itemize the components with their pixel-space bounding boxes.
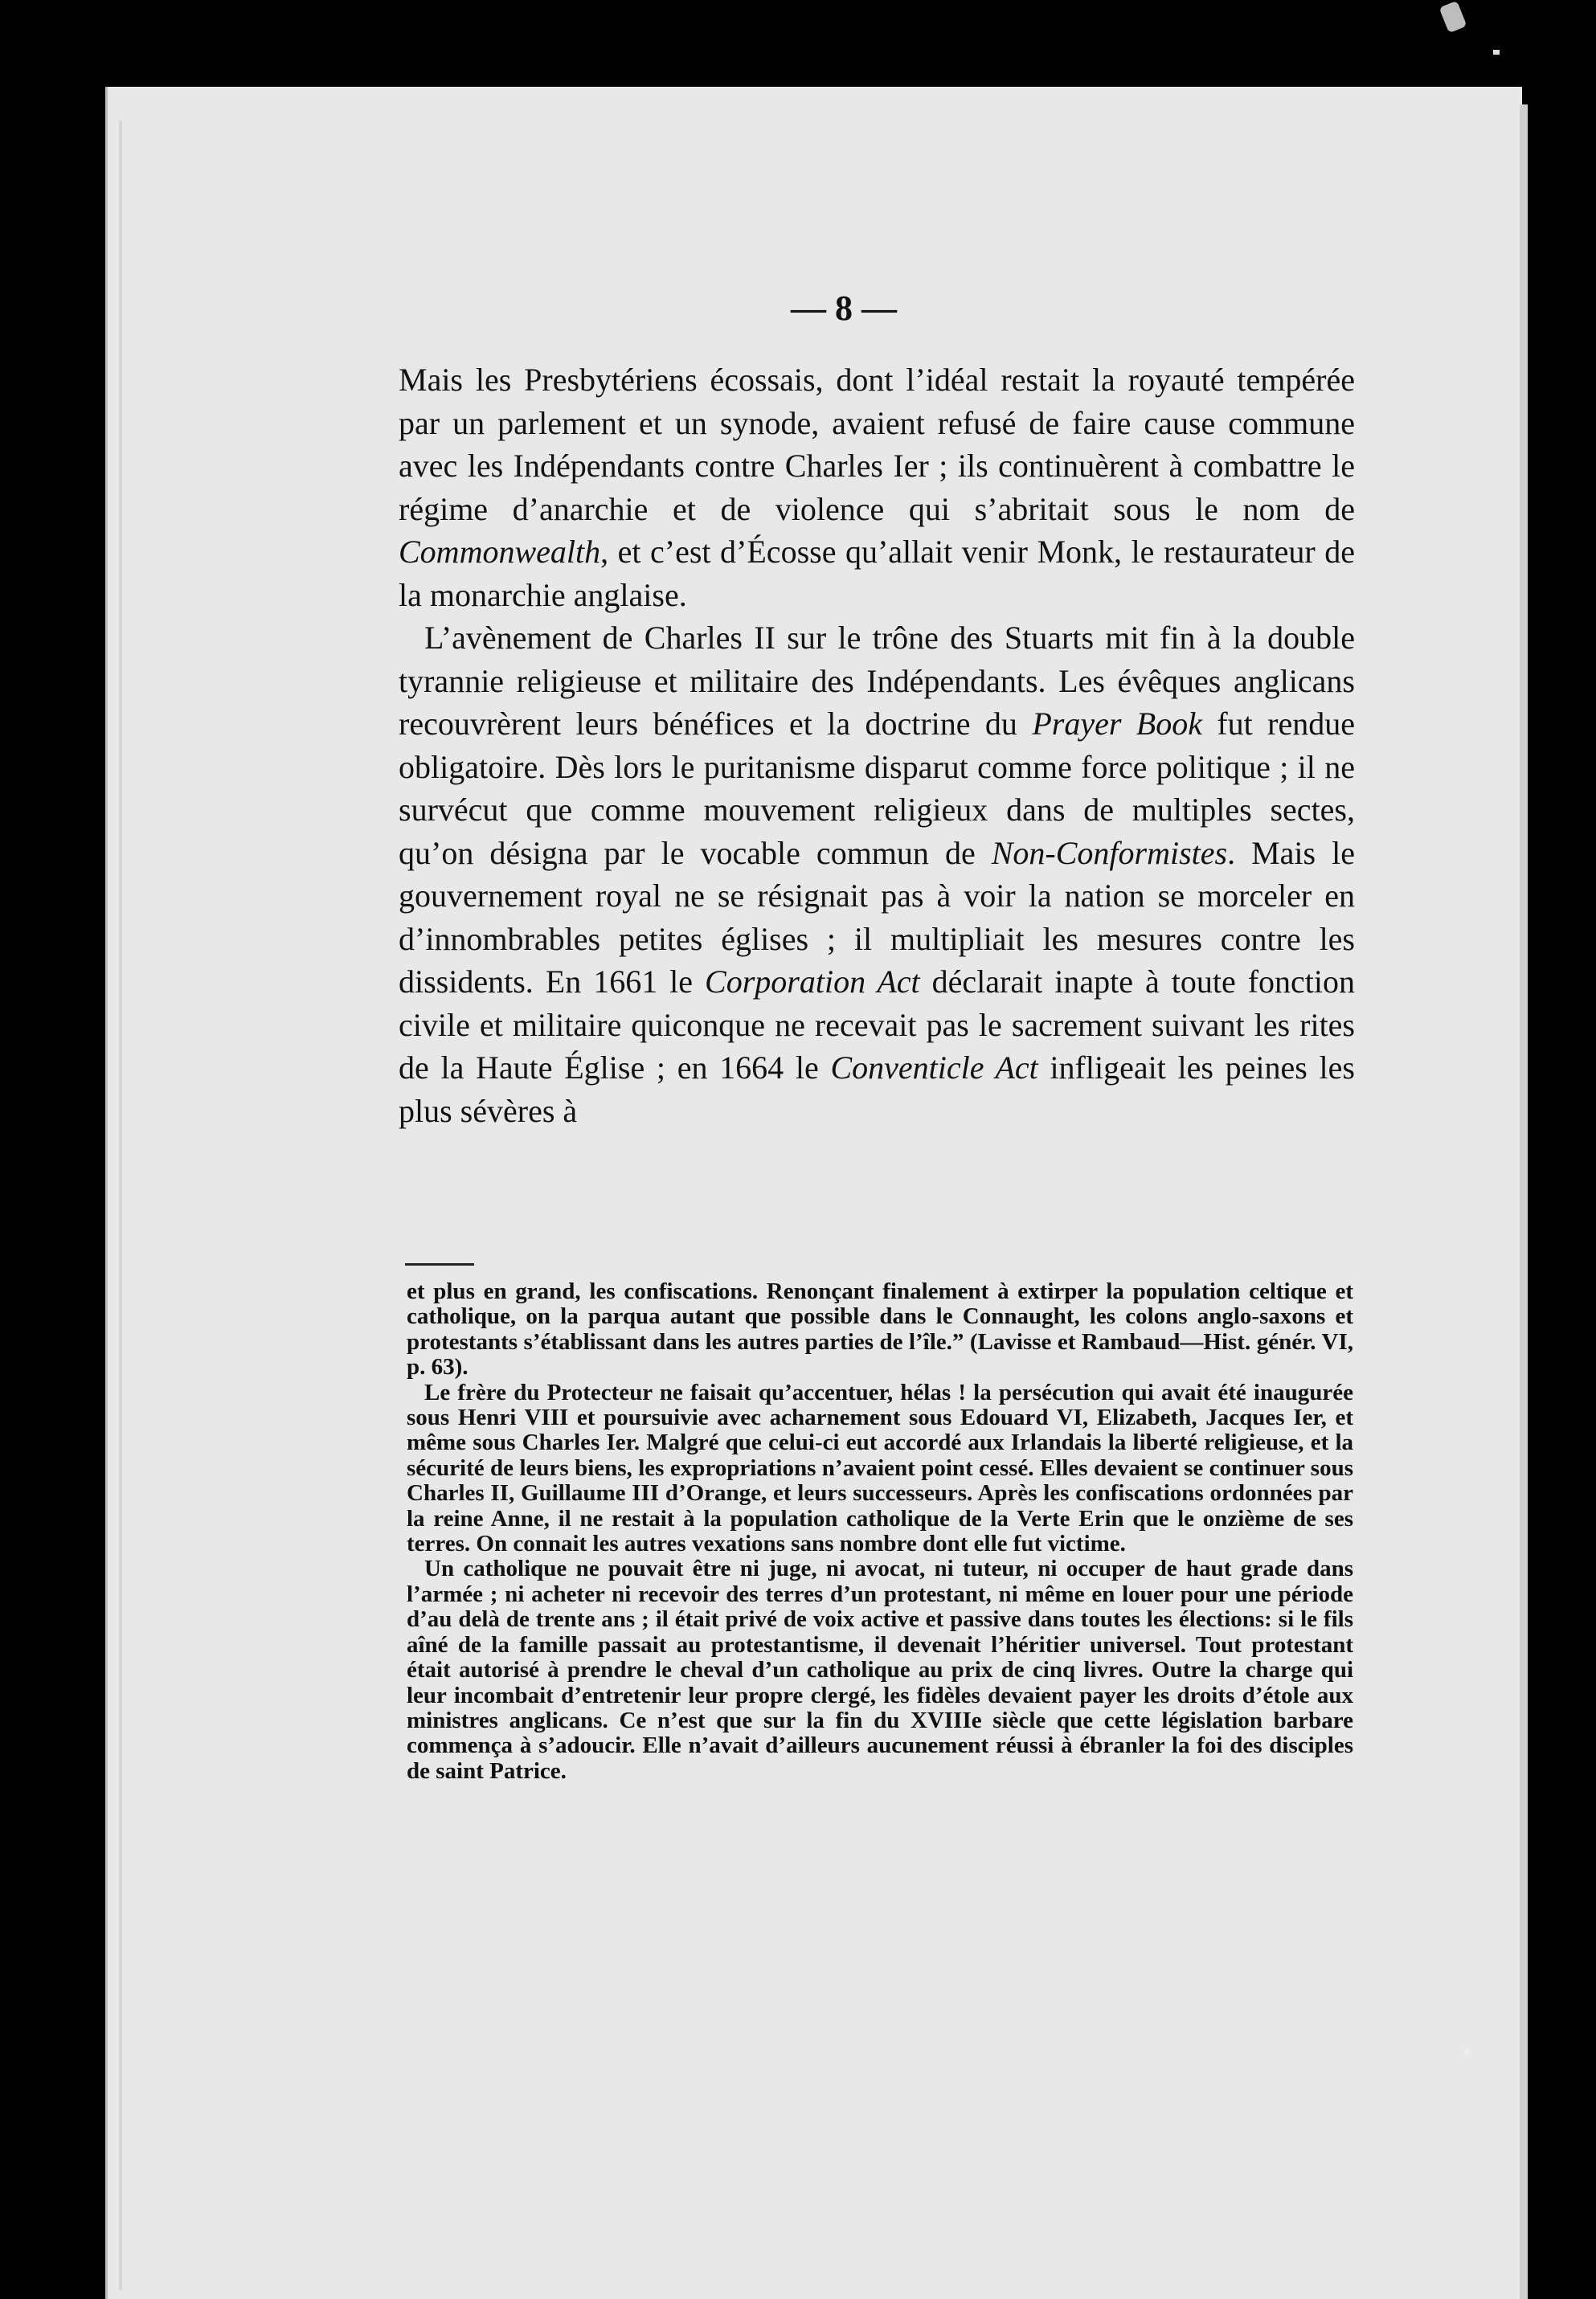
text-run: , et c’est d’Écosse qu’allait venir Monk, le restaurateur de la monarchie anglaise.: [399, 534, 1355, 613]
text-run: Mais les Presbytériens écossais, dont l’idéal restait la royauté tempérée par un parlement et un synode, avaient refusé de faire cause commune avec les Indépendants contre Charles Ier ; ils continuèrent à combattre le régime d’anarchie et de violence qui s’abritait sous le nom de: [399, 362, 1355, 527]
footnote-paragraph: Le frère du Protecteur ne faisait qu’accentuer, hélas ! la persécution qui avait été inaugurée sous Henri VIII et poursuivie avec acharnement sous Edouard VI, Elizabeth, Jacques Ier, et même sous Charles Ier. Malgré que celui-ci eut accordé aux Irlandais la liberté religieuse, et la sécurité de leurs biens, les expropriations n’avaient point cessé. Elles devaient se continuer sous Charles II, Guillaume III d’Orange, et leurs successeurs. Après les confiscations ordonnées par la reine Anne, il ne restait à la population catholique de la Verte Erin que le onzième de ses terres. On connait les autres vexations sans nombre dont elle fut victime.: [407, 1379, 1353, 1557]
footnotes: [407, 1279, 1353, 1784]
italic-term: Conventicle Act: [830, 1049, 1038, 1086]
scan-artifact: [1493, 50, 1500, 55]
body-paragraph: [399, 616, 1355, 1132]
footnote-separator: [405, 1263, 474, 1266]
italic-term: Non-Conformistes: [991, 834, 1228, 871]
footnote-paragraph: et plus en grand, les confiscations. Renonçant finalement à extirper la population celtique et catholique, on la parqua autant que possible dans le Connaught, les colons anglo-saxons et protestants s’établissant dans les autres parties de l’île.” (Lavisse et Rambaud—Hist. génér. VI, p. 63).: [407, 1278, 1353, 1381]
footnote-paragraph: Un catholique ne pouvait être ni juge, ni avocat, ni tuteur, ni occuper de haut grade dans l’armée ; ni acheter ni recevoir des terres d’un protestant, ni même en louer pour une période d’au delà de trente ans ; il était privé de voix active et passive dans toutes les élections: si le fils aîné de la famille passait au protestantisme, il devenait l’héritier universel. Tout protestant était autorisé à prendre le cheval d’un catholique au prix de cinq livres. Outre la charge qui leur incombait d’entretenir leur propre clergé, les fidèles devaient payer les droits d’étole aux ministres anglicans. Ce n’est que sur la fin du XVIIIe siècle que cette législation barbare commença à s’adoucir. Elle n’avait d’ailleurs aucunement réussi à ébranler la foi des disciples de saint Patrice.: [407, 1556, 1353, 1784]
italic-term: Prayer Book: [1032, 706, 1202, 742]
text-run: infligeait les peines les plus sévères à: [399, 1049, 1355, 1129]
text-run: fut rendue obligatoire. Dès lors le puritanisme disparut comme force politique ; il ne survécut que comme mouvement religieux dans de multiples sectes, qu’on désigna par le vocable commun de: [399, 706, 1356, 871]
page-edge: [1520, 104, 1528, 2299]
body-text: [399, 358, 1355, 1132]
text-run: . Mais le gouvernement royal ne se résignait pas à voir la nation se morceler en d’innombrables petites églises ; il multipliait les mesures contre les dissidents. En 1661 le: [399, 834, 1355, 1000]
text-run: L’avènement de Charles II sur le trône des Stuarts mit fin à la double tyrannie religieuse et militaire des Indépendants. Les évêques anglicans recouvrèrent leurs bénéfices et la doctrine du: [399, 620, 1355, 742]
scan-artifact: [119, 121, 122, 2290]
page-number: — 8 —: [791, 288, 897, 328]
body-paragraph: [399, 358, 1355, 616]
scan-artifact: [1439, 1, 1467, 34]
scan-artifact: [1464, 2049, 1470, 2055]
italic-term: Commonwealth: [399, 534, 601, 570]
italic-term: Corporation Act: [705, 963, 920, 1000]
text-run: déclarait inapte à toute fonction civile et militaire quiconque ne recevait pas le sacrement suivant les rites de la Haute Église ; en 1664 le: [399, 963, 1356, 1086]
